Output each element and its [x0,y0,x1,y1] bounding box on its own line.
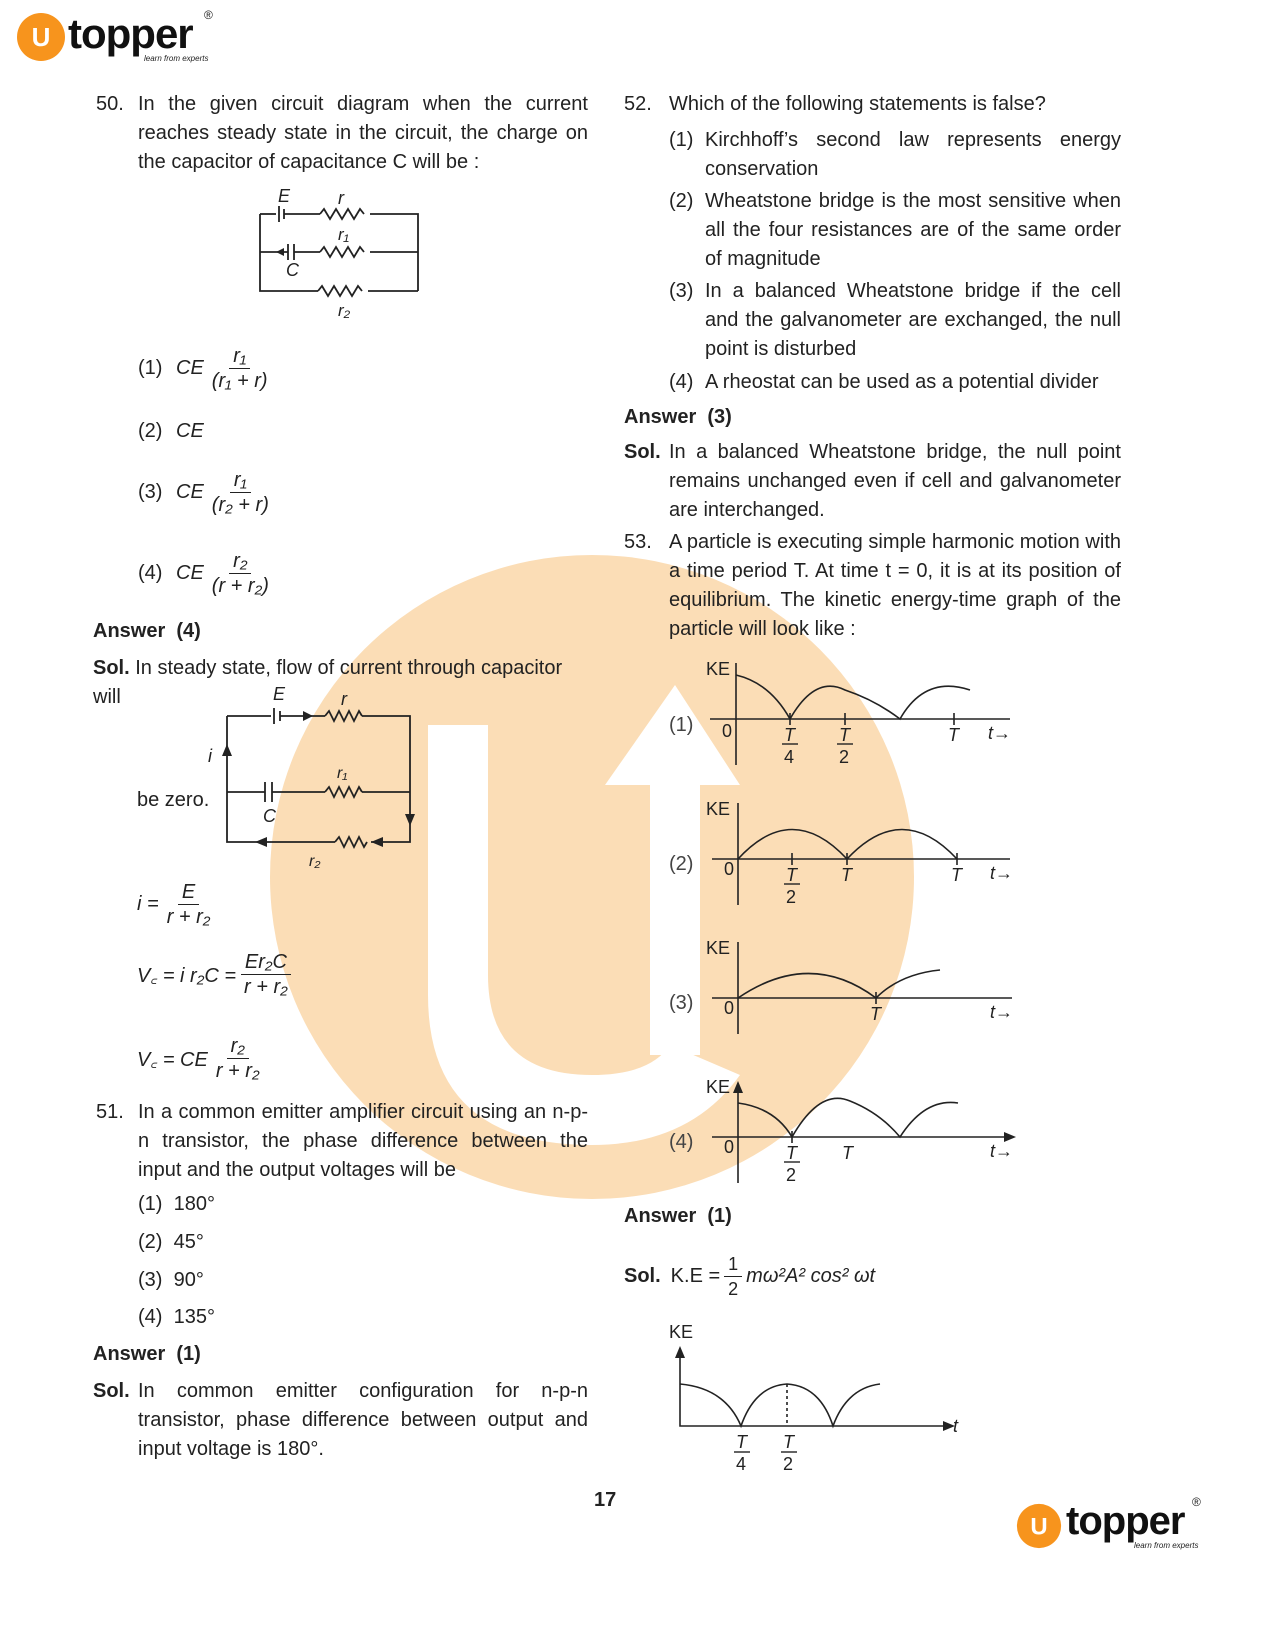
tick-T-over-2-den: 2 [783,1454,794,1474]
q50-eq-vc2 [137,1034,268,1083]
q51-number: 51. [96,1101,124,1123]
t-axis-label: t→ [990,1002,1014,1022]
sol-label-r1: r₁ [337,765,348,782]
option-denominator: (r + r₂) [211,575,269,597]
option-numerator: r₂ [229,549,251,574]
answer-value: (3) [707,406,732,428]
ke-axis-label: KE [706,1077,731,1097]
logo-registered: ® [1192,1495,1201,1509]
option-number: (3) [138,1269,163,1291]
logo-registered: ® [204,8,213,22]
q52-answer [624,403,732,432]
sol-prefix: K.E = [670,1265,721,1287]
tick-T-over-2-num: T [783,1432,794,1452]
tick-T-over-2-num: T [786,865,797,885]
q50-answer [93,617,201,646]
q51-option-3 [138,1266,204,1295]
option-denominator: (r₁ + r) [211,370,268,392]
axis-labels [706,659,1011,767]
option-number: (2) [138,420,163,442]
eq-lhs: V꜀ = i r₂C = [137,965,237,987]
q50-label-C: C [286,260,299,280]
q52-number: 52. [624,93,652,115]
q50-option-2 [138,420,204,443]
q52-sol-label: Sol. [624,441,661,463]
q50-label-E: E [278,186,291,206]
q50-label-r1: r₁ [338,225,350,244]
logo-badge-icon [1016,1503,1062,1549]
tick-T: T [870,1004,881,1024]
q52-option-2-num: (2) [669,190,694,212]
sol-expression: mω²A² cos² ωt [746,1265,876,1287]
q53-graph-option-2 [700,795,1020,915]
q52-option-4-num: (4) [669,371,694,393]
ke-axis-label: KE [706,799,731,819]
q53-graph-option-1-label: (1) [669,714,694,736]
option-number: (2) [138,1231,163,1253]
q50-option-3 [138,468,277,517]
option-text: 90° [173,1269,204,1291]
option-text: 135° [173,1306,215,1328]
tick-T: T [948,725,959,745]
sol-frac-num: 1 [724,1252,742,1277]
sol-label-r: r [341,689,347,709]
option-prefix: CE [176,562,204,584]
option-prefix: CE [176,420,204,442]
q50-label-r2: r₂ [338,301,351,320]
t-axis-label: t [953,1416,959,1436]
logo-badge-icon [16,12,66,62]
tick-T: T [841,865,852,885]
sol-text: In steady state, flow of current through capacitor will [93,657,563,708]
q50-label-r: r [338,188,344,208]
answer-label: Answer [624,1205,697,1227]
option-prefix: CE [176,357,204,379]
q52-text: Which of the following statements is false? [669,93,1046,115]
sol-label-E: E [273,684,286,704]
option-text: 45° [173,1231,204,1253]
t-axis-label: t→ [990,863,1014,883]
q52-option-3-text: In a balanced Wheatstone bridge if the cell and the galvanometer are exchanged, the null point is disturbed [705,280,1121,360]
tick-T-over-2-den: 2 [786,887,797,907]
page-number: 17 [594,1489,617,1511]
t-axis-label: t→ [990,1141,1014,1161]
answer-label: Answer [93,1343,166,1365]
footer-logo [1016,1495,1206,1555]
logo-wordmark: topper [1066,1499,1185,1543]
logo-tagline: learn from experts [144,54,209,63]
ke-axis-label: KE [706,938,731,958]
eq-denominator: r + r₂ [244,976,288,998]
q50-option-4 [138,549,277,598]
q51-option-1 [138,1190,215,1219]
tick-T-over-2-den: 2 [786,1165,797,1185]
origin-label: 0 [722,721,733,741]
sol-label-r2: r₂ [309,853,321,870]
q53-text: A particle is executing simple harmonic motion with a time period T. At time t = 0, it is at its position of equilibrium. The kinetic energy-time graph of the particle will look like : [669,531,1121,640]
eq-denominator: r + r₂ [215,1060,260,1082]
q52-sol-text: In a balanced Wheatstone bridge, the null point remains unchanged even if cell and galvanometer are interchanged. [669,441,1121,521]
q50-sol-text-2: be zero. [137,789,210,811]
q52-option-1-text: Kirchhoff’s second law represents energy conservation [705,129,1121,180]
option-numerator: r₁ [230,468,251,493]
option-number: (4) [138,562,163,584]
tick-T-over-2-num: T [786,1143,797,1163]
sol-label: Sol. [93,657,130,679]
answer-label: Answer [93,620,166,642]
q50-circuit-diagram [248,178,438,323]
option-numerator: r₁ [229,344,250,369]
eq-numerator: r₂ [227,1034,249,1059]
option-number: (3) [138,481,163,503]
q53-graph-option-2-label: (2) [669,853,694,875]
eq-numerator: Er₂C [241,950,291,975]
q50-eq-vc1 [137,950,296,999]
svg-text:U: U [1030,1513,1048,1541]
q51-answer [93,1340,201,1369]
q52-option-4-text: A rheostat can be used as a potential divider [705,371,1099,393]
q50-option-1 [138,344,276,393]
option-text: 180° [173,1193,215,1215]
q52-option-1-num: (1) [669,129,694,151]
header-logo [16,8,216,68]
option-denominator: (r₂ + r) [211,494,269,516]
q53-answer [624,1202,732,1231]
ke-axis-label: KE [706,659,731,679]
q53-graph-option-4-label: (4) [669,1131,694,1153]
q53-graph-option-4 [700,1073,1020,1193]
option-number: (1) [138,1193,163,1215]
q50-text: In the given circuit diagram when the current reaches steady state in the circuit, the charge on the capacitor of capacitance C will be : [138,93,588,173]
q53-number: 53. [624,531,652,553]
tick-T-over-4-den: 4 [736,1454,747,1474]
q53-solution [624,1252,875,1301]
logo-tagline: learn from experts [1134,1541,1199,1550]
eq-lhs: i = [137,893,159,915]
tick-T-over-2-den: 2 [839,747,850,767]
q53-graph-option-3-label: (3) [669,992,694,1014]
q53-graph-option-1 [700,655,1020,775]
svg-text:U: U [31,22,51,52]
eq-numerator: E [178,880,199,905]
origin-label: 0 [724,859,735,879]
logo-wordmark: topper [68,10,193,57]
q50-solution-circuit [195,680,430,875]
answer-label: Answer [624,406,697,428]
t-axis-label: t→ [988,723,1012,743]
tick-2T: T [951,865,962,885]
ke-axis-label: KE [669,1322,694,1342]
q51-sol-text: In common emitter configuration for n-p-n transistor, phase difference between output and input voltage is 180°. [138,1380,588,1460]
q52-option-3-num: (3) [669,280,694,302]
tick-T-over-4-num: T [784,725,795,745]
sol-label-i: i [208,746,212,766]
q51-option-4 [138,1303,215,1332]
tick-T-over-4-den: 4 [784,747,795,767]
origin-label: 0 [724,1137,735,1157]
answer-value: (1) [707,1205,732,1227]
option-number: (1) [138,357,163,379]
option-prefix: CE [176,481,204,503]
sol-label-C: C [263,806,276,826]
q51-text: In a common emitter amplifier circuit using an n-p-n transistor, the phase difference between the input and the output voltages will be [138,1101,588,1181]
sol-frac-den: 2 [728,1279,739,1299]
origin-label: 0 [724,998,735,1018]
answer-value: (4) [176,620,201,642]
answer-value: (1) [176,1343,201,1365]
eq-lhs: V꜀ = CE [137,1049,208,1071]
q53-solution-graph [655,1318,975,1483]
q53-graph-option-3 [700,934,1020,1044]
tick-T-over-2-num: T [839,725,850,745]
q50-number: 50. [96,93,124,115]
q52-option-2-text: Wheatstone bridge is the most sensitive when all the four resistances are of the same order of magnitude [705,190,1121,270]
sol-label: Sol. [624,1265,661,1287]
option-number: (4) [138,1306,163,1328]
q50-eq-current [137,880,218,929]
q51-option-2 [138,1228,204,1257]
eq-denominator: r + r₂ [166,906,211,928]
tick-T-over-4-num: T [736,1432,747,1452]
tick-T: T [842,1143,853,1163]
q51-sol-label: Sol. [93,1380,130,1402]
